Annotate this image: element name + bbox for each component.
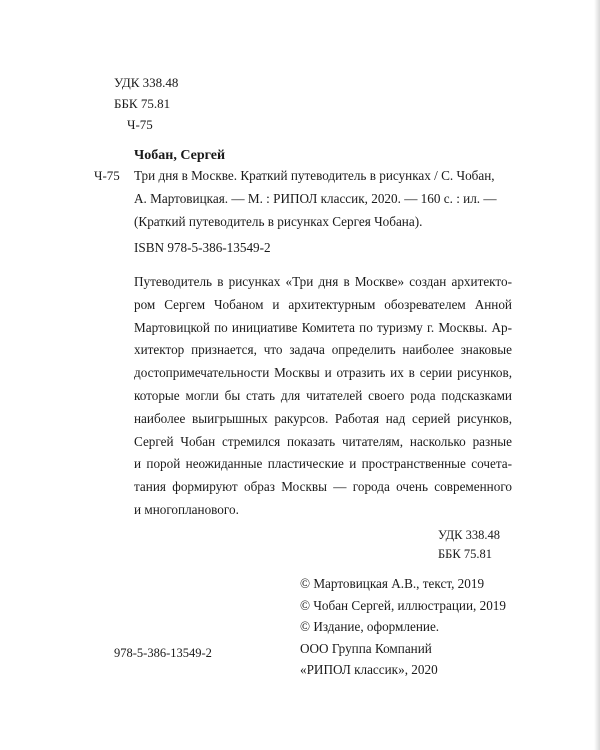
page-edge-shadow xyxy=(594,0,600,750)
annotation-line: и порой неожиданные пластические и пространственные сочета- xyxy=(134,456,512,472)
author-heading: Чобан, Сергей xyxy=(134,148,226,163)
biblio-line: А. Мартовицкая. — М. : РИПОЛ классик, 2020. — 160 с. : ил. — xyxy=(134,191,497,206)
copyright-line: © Чобан Сергей, иллюстрации, 2019 xyxy=(300,597,506,613)
annotation-line: ром Сергем Чобаном и архитектурным обозревателем Анной xyxy=(134,296,512,312)
annotation-line: тания формируют образ Москвы — города очень современного xyxy=(134,479,512,495)
annotation-line: и многопланового. xyxy=(134,501,239,517)
annotation-line: Путеводитель в рисунках «Три дня в Москве» создан архитекто- xyxy=(134,274,512,289)
bbk-code-bottom: ББК 75.81 xyxy=(438,547,492,561)
author-mark-side: Ч-75 xyxy=(94,168,120,183)
annotation-line: достопримечательности Москвы и отразить их в серии рисунков, xyxy=(134,365,512,381)
bbk-code-top: ББК 75.81 xyxy=(114,96,171,111)
copyright-line: «РИПОЛ классик», 2020 xyxy=(300,662,438,677)
annotation-line: наиболее выигрышных ракурсов. Работая над серией рисунков, xyxy=(134,410,512,426)
copyright-line: ООО Группа Компаний xyxy=(300,640,432,656)
bibliographic-description xyxy=(134,164,512,233)
annotation-line: которые могли бы стать для читателей своего рода подсказками xyxy=(134,387,512,403)
annotation-line: хитектор признается, что задача определить наиболее знаковые xyxy=(134,342,512,358)
udk-code-top: УДК 338.48 xyxy=(114,75,179,90)
copyright-line: © Издание, оформление. xyxy=(300,619,440,634)
isbn-bottom: 978-5-386-13549-2 xyxy=(114,646,212,660)
biblio-line: Три дня в Москве. Краткий путеводитель в рисунках / С. Чобан, xyxy=(134,168,495,183)
author-mark-top: Ч-75 xyxy=(127,117,153,132)
annotation-paragraph xyxy=(134,271,512,522)
copyright-block xyxy=(300,573,506,681)
isbn-line: ISBN 978-5-386-13549-2 xyxy=(134,240,271,255)
annotation-line: Мартовицкой по инициативе Комитета по туризму г. Москвы. Ар- xyxy=(134,319,512,335)
biblio-line: (Краткий путеводитель в рисунках Сергея Чобана). xyxy=(134,214,423,229)
copyright-line: © Мартовицкая А.В., текст, 2019 xyxy=(300,576,485,591)
udk-code-bottom: УДК 338.48 xyxy=(438,528,500,542)
annotation-line: Сергей Чобан стремился показать читателям, насколько разные xyxy=(134,433,512,449)
